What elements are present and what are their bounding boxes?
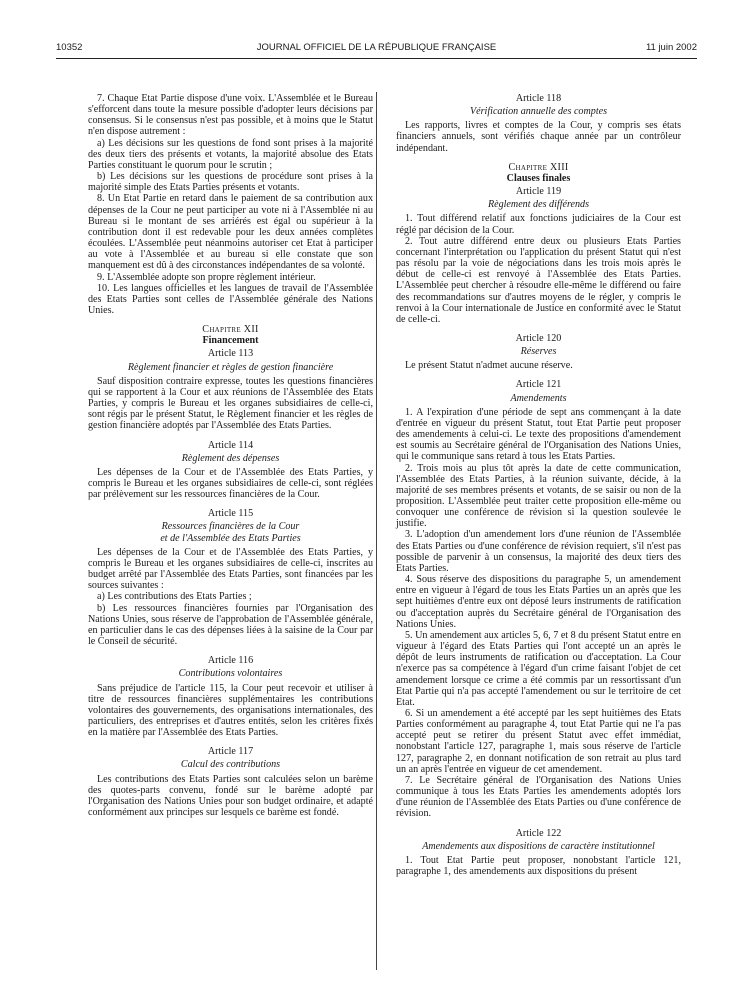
paragraph: Les contributions des Etats Parties sont calculées selon un barème des quotes-parts convenu, fondé sur le barème adopté par l'Organisation des Nations Unies pour son budget ordinaire, et adapté conformément aux principes sur lesquels ce barème est fondé. — [88, 773, 373, 819]
page-number: 10352 — [56, 42, 83, 53]
article-subtitle: Amendements aux dispositions de caractère institutionnel — [422, 840, 655, 852]
paragraph: Sans préjudice de l'article 115, la Cour peut recevoir et utiliser à titre de ressources financières supplémentaires les contributions volontaires des gouvernements, des organisations internationales, des particuliers, des entreprises et d'autres entités, selon les critères fixés en la matière par l'Assemblée des Etats Parties. — [88, 682, 373, 739]
paragraph: 1. Tout Etat Partie peut proposer, nonobstant l'article 121, paragraphe 1, des amendements aux dispositions du présent — [396, 854, 681, 877]
article-subtitle: Contributions volontaires — [178, 668, 283, 680]
article-heading: Article 114 — [207, 439, 254, 451]
paragraph: Le présent Statut n'admet aucune réserve. — [405, 360, 573, 372]
paragraph: 2. Tout autre différend entre deux ou plusieurs Etats Parties concernant l'interprétation ou l'application du présent Statut qui n'est pas résolu par la voie de négociations dans les trois mois après le début de celle-ci est renvoyé à l'Assemblée des Etats Parties. L'Assemblée peut chercher à résoudre elle-même le différend ou faire des recommandations sur d'autres moyens de le régler, y compris le renvoi à la Cour internationale de Justice en conformité avec le Statut de celle-ci. — [396, 235, 681, 325]
article-subtitle: Calcul des contributions — [180, 759, 281, 771]
article-heading: Article 121 — [515, 379, 562, 391]
left-column — [88, 93, 373, 818]
article-heading: Article 119 — [515, 186, 562, 198]
chapter-heading: Chapitre XIII — [508, 161, 569, 173]
chapter-heading: Chapitre XII — [202, 324, 259, 336]
journal-title: JOURNAL OFFICIEL DE LA RÉPUBLIQUE FRANÇAISE — [256, 42, 497, 53]
article-heading: Article 117 — [207, 746, 254, 758]
paragraph: 7. Le Secrétaire général de l'Organisation des Nations Unies communique à tous les Etats Parties les amendements adoptés lors d'une réunion de l'Assemblée des Etats Parties ou d'une conférence de révision. — [396, 774, 681, 820]
paragraph: 10. Les langues officielles et les langues de travail de l'Assemblée des Etats Parties sont celles de l'Assemblée générale des Nations Unies. — [88, 282, 373, 316]
paragraph: 1. A l'expiration d'une période de sept ans commençant à la date d'entrée en vigueur du présent Statut, tout Etat Partie peut proposer des amendements à celui-ci. Le texte des propositions d'amendement est soumis au Secrétaire général de l'Organisation des Nations Unies, qui le communique sans retard à tous les Etats Parties. — [396, 406, 681, 463]
article-heading: Article 118 — [515, 93, 562, 104]
paragraph: 2. Trois mois au plus tôt après la date de cette communication, l'Assemblée des Etats Parties, à la réunion suivante, décide, à la majorité de ses membres présents et votants, de se saisir ou non de la proposition. L'Assemblée peut traiter cette proposition elle-même ou convoquer une conférence de révision si la question soulevée le justifie. — [396, 462, 681, 530]
article-heading: Article 120 — [515, 332, 562, 344]
chapter-title: Clauses finales — [506, 172, 571, 184]
paragraph: 8. Un Etat Partie en retard dans le paiement de sa contribution aux dépenses de la Cour ne peut participer au vote ni à l'Assemblée ni au Bureau si le montant de ses arriérés est égal ou supérieur à la contribution dont il est redevable pour les deux années complètes écoulées. L'Assemblée peut néanmoins autoriser cet Etat à participer au vote à l'Assemblée et au bureau si elle constate que son manquement est dû à des circonstances indépendantes de sa volonté. — [88, 193, 373, 272]
paragraph: 9. L'Assemblée adopte son propre règlement intérieur. — [97, 271, 316, 283]
article-subtitle: Règlement des dépenses — [181, 452, 280, 464]
paragraph: b) Les décisions sur les questions de procédure sont prises à la majorité simple des Etats Parties présents et votants. — [88, 171, 373, 194]
paragraph: a) Les contributions des Etats Parties ; — [97, 591, 252, 603]
article-subtitle: Réserves — [520, 346, 557, 358]
page-header — [56, 42, 697, 56]
article-subtitle: Ressources financières de la Cour — [161, 521, 300, 533]
paragraph: Les dépenses de la Cour et de l'Assemblée des Etats Parties, y compris le Bureau et les organes subsidiaires de celle-ci, sont réglées par prélèvement sur les ressources financières de la Cour. — [88, 466, 373, 501]
paragraph: 3. L'adoption d'un amendement lors d'une réunion de l'Assemblée des Etats Parties ou d'une conférence de révision requiert, s'il n'est pas possible de parvenir à un consensus, la majorité des deux tiers des Etats Parties. — [396, 529, 681, 574]
article-subtitle: Règlement des différends — [487, 199, 590, 211]
article-subtitle: et de l'Assemblée des Etats Parties — [160, 532, 301, 544]
issue-date: 11 juin 2002 — [645, 42, 697, 53]
paragraph: Les dépenses de la Cour et de l'Assemblée des Etats Parties, y compris le Bureau et les organes subsidiaires de celle-ci, inscrites au budget arrêté par l'Assemblée des Etats Parties, sont financées par les sources suivantes : — [88, 546, 373, 592]
paragraph: b) Les ressources financières fournies par l'Organisation des Nations Unies, sous réserve de l'approbation de l'Assemblée générale, en particulier dans le cas des dépenses liées à la saisine de la Cour par le Conseil de sécurité. — [88, 602, 373, 648]
chapter-title: Financement — [202, 335, 259, 347]
article-heading: Article 115 — [207, 508, 254, 520]
article-heading: Article 116 — [207, 655, 254, 667]
paragraph: 7. Chaque Etat Partie dispose d'une voix. L'Assemblée et le Bureau s'efforcent dans toute la mesure possible d'adopter leurs décisions par consensus. Si le consensus n'est pas possible, et à moins que le Statut n'en dispose autrement : — [88, 93, 373, 138]
right-column — [396, 93, 681, 877]
article-subtitle: Règlement financier et règles de gestion financière — [127, 361, 334, 373]
article-subtitle: Amendements — [510, 392, 567, 404]
paragraph: Sauf disposition contraire expresse, toutes les questions financières qui se rapportent à la Cour et aux réunions de l'Assemblée des Etats Parties, y compris le Bureau et les organes subsidiaires de celle-ci, sont régis par le présent Statut, le Règlement financier et les règles de gestion financière adoptés par l'Assemblée des Etats Parties. — [88, 375, 373, 432]
article-subtitle: Vérification annuelle des comptes — [469, 106, 608, 118]
paragraph: Les rapports, livres et comptes de la Cour, y compris ses états financiers annuels, sont vérifiés chaque année par un contrôleur indépendant. — [396, 120, 681, 154]
column-divider — [376, 92, 377, 970]
article-heading: Article 122 — [515, 827, 562, 839]
paragraph: 6. Si un amendement a été accepté par les sept huitièmes des Etats Parties conformément au paragraphe 4, tout Etat Partie qui ne l'a pas accepté peut se retirer du présent Statut avec effet immédiat, nonobstant l'article 127, paragraphe 1, mais sous réserve de l'article 127, paragraphe 2, en donnant notification de son retrait au plus tard un an après l'entrée en vigueur de cet amendement. — [396, 707, 681, 775]
paragraph: 4. Sous réserve des dispositions du paragraphe 5, un amendement entre en vigueur à l'égard de tous les Etats Parties un an après que les sept huitièmes d'entre eux ont déposé leurs instruments de ratification ou d'acceptation auprès du Secrétaire général de l'Organisation des Nations Unies. — [396, 574, 681, 630]
header-rule — [56, 58, 697, 59]
paragraph: 1. Tout différend relatif aux fonctions judiciaires de la Cour est réglé par décision de la Cour. — [396, 213, 681, 236]
paragraph: a) Les décisions sur les questions de fond sont prises à la majorité des deux tiers des présents et votants, la majorité absolue des Etats Parties constituant le quorum pour le scrutin ; — [88, 137, 373, 171]
article-heading: Article 113 — [207, 348, 254, 360]
paragraph: 5. Un amendement aux articles 5, 6, 7 et 8 du présent Statut entre en vigueur à l'égard des Etats Parties qui l'ont accepté un an après le dépôt de leurs instruments de ratification ou d'acceptation. La Cour n'exerce pas sa compétence à l'égard d'un crime faisant l'objet de cet amendement lorsque ce crime a été commis par un ressortissant d'un Etat Partie qui n'a pas accepté l'amendement ou sur le territoire de cet Etat. — [396, 629, 681, 708]
